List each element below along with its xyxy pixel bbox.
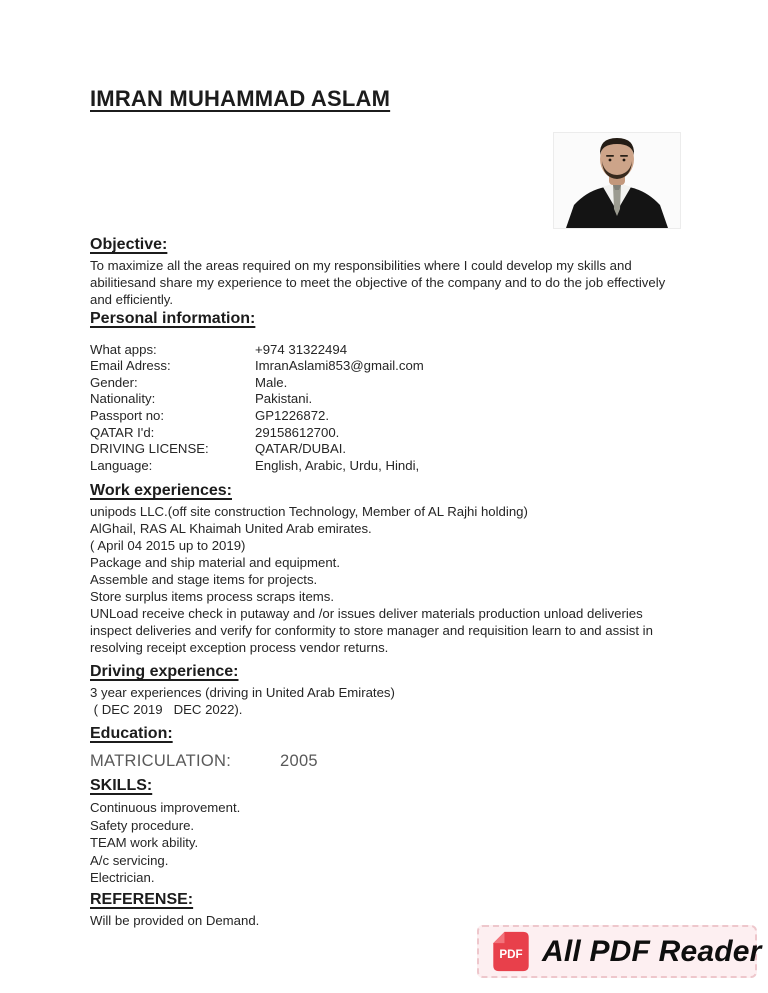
svg-text:PDF: PDF bbox=[499, 948, 523, 962]
skill-item: TEAM work ability. bbox=[90, 835, 199, 851]
skill-item: Continuous improvement. bbox=[90, 800, 241, 816]
personal-info-heading: Personal information: bbox=[90, 309, 256, 327]
personal-info-value: +974 31322494 bbox=[255, 341, 348, 357]
driving-line: 3 year experiences (driving in United Arab Emirates) bbox=[90, 685, 395, 701]
personal-info-label: Email Adress: bbox=[90, 358, 171, 374]
personal-info-label: Nationality: bbox=[90, 391, 156, 407]
personal-info-value: English, Arabic, Urdu, Hindi, bbox=[255, 457, 420, 473]
work-line: Store surplus items process scraps items. bbox=[90, 589, 335, 605]
objective-heading: Objective: bbox=[90, 236, 168, 253]
work-line: AlGhail, RAS AL Khaimah United Arab emirates. bbox=[90, 521, 372, 537]
personal-info-value: Male. bbox=[255, 374, 288, 390]
work-line: unipods LLC.(off site construction Technology, Member of AL Rajhi holding) bbox=[90, 504, 528, 520]
personal-info-label: Language: bbox=[90, 457, 153, 473]
pdf-reader-app-name: All PDF Reader bbox=[542, 934, 762, 968]
personal-info-label: QATAR I'd: bbox=[90, 424, 155, 440]
resume-title: IMRAN MUHAMMAD ASLAM bbox=[90, 86, 391, 111]
personal-info-value: 29158612700. bbox=[255, 424, 340, 440]
skill-item: Electrician. bbox=[90, 869, 155, 885]
education-row bbox=[90, 751, 675, 771]
work-line: Package and ship material and equipment. bbox=[90, 555, 340, 571]
personal-info-row bbox=[90, 358, 675, 375]
all-pdf-reader-watermark[interactable] bbox=[477, 925, 762, 978]
personal-info-row bbox=[90, 458, 675, 475]
resume-content bbox=[90, 86, 675, 930]
personal-info-value: QATAR/DUBAI. bbox=[255, 441, 347, 457]
personal-info-row bbox=[90, 441, 675, 458]
personal-info-label: DRIVING LICENSE: bbox=[90, 441, 209, 457]
education-degree: MATRICULATION: bbox=[90, 752, 232, 771]
personal-info-row bbox=[90, 408, 675, 425]
work-experiences-heading: Work experiences: bbox=[90, 482, 232, 500]
reference-heading: REFERENSE: bbox=[90, 891, 194, 909]
education-heading: Education: bbox=[90, 725, 173, 743]
personal-info-label: Gender: bbox=[90, 374, 138, 390]
personal-info-row bbox=[90, 375, 675, 392]
work-line: Assemble and stage items for projects. bbox=[90, 572, 318, 588]
driving-line: ( DEC 2019 DEC 2022). bbox=[90, 702, 243, 718]
objective-text: To maximize all the areas required on my responsibilities where I could develop my skills and abilitiesand share my experience to meet the objective of the company and to do the job effectively and efficiently. bbox=[90, 258, 666, 308]
education-year: 2005 bbox=[280, 752, 318, 771]
personal-info-table bbox=[90, 342, 675, 475]
personal-info-value: ImranAslami853@gmail.com bbox=[255, 358, 424, 374]
personal-info-row bbox=[90, 425, 675, 442]
personal-info-value: GP1226872. bbox=[255, 407, 330, 423]
reference-text: Will be provided on Demand. bbox=[90, 913, 260, 929]
driving-experience-list bbox=[90, 684, 675, 718]
work-line: ( April 04 2015 up to 2019) bbox=[90, 538, 246, 554]
work-line: UNLoad receive check in putaway and /or issues deliver materials production unload deliveries inspect deliveries and verify for conformity to store manager and requisition learn to and assist in resolving receipt exception process vendor returns. bbox=[90, 606, 653, 656]
skills-list bbox=[90, 799, 675, 886]
personal-info-row bbox=[90, 342, 675, 359]
pdf-file-icon bbox=[492, 931, 530, 972]
driving-experience-heading: Driving experience: bbox=[90, 663, 239, 681]
personal-info-value: Pakistani. bbox=[255, 391, 313, 407]
personal-info-label: What apps: bbox=[90, 341, 157, 357]
skill-item: A/c servicing. bbox=[90, 852, 169, 868]
skills-heading: SKILLS: bbox=[90, 777, 153, 795]
personal-info-label: Passport no: bbox=[90, 407, 165, 423]
skill-item: Safety procedure. bbox=[90, 817, 195, 833]
personal-info-row bbox=[90, 391, 675, 408]
work-experiences-list bbox=[90, 503, 675, 656]
